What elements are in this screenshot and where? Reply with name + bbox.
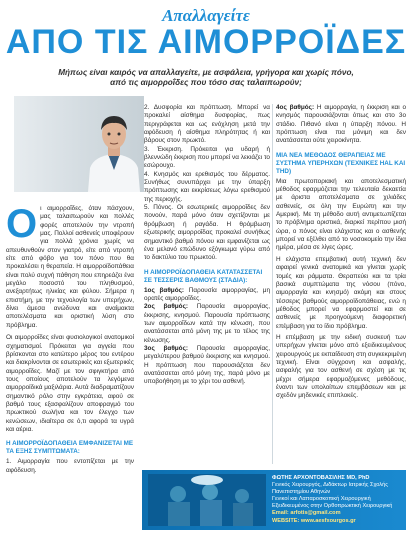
- article-column-2: [144, 104, 270, 387]
- paragraph-anatomy: Οι αιμορροΐδες είναι φυσιολογικοί ανατομικοί σχηματισμοί. Πρόκειται για αγγεία που βρίσκονται στο κατώτερο μέρος του εντέρου και διακρίνονται σε εσωτερικές και εξωτερικές αιμορροΐδες. Μαζί με τον σφιγκτήρα από τους οποίους αποτελούν τα λεγόμενα αιμορροϊδικά μαξιλάρια. Αυτά διαδραματίζουν σημαντικό ρόλο στην εγκράτεια, αφού σε βαθμό τους εξασφαλίζουν αποφραγμό του πρωκτικού σωλήνα και τον έλεγχο των κενώσεων, ιδιαίτερα σε ό,τι αφορά τα υγρά και αέρια.: [6, 334, 134, 433]
- author-details: [272, 475, 392, 525]
- author-title-3: Γενικοί και Λαπαροσκοπική Χειρουργική: [272, 496, 371, 503]
- author-title-1: Γενικός Χειρουργός, Διδάκτωρ Ιατρικής Σχολής: [272, 482, 388, 489]
- section-heading-new-method: ΜΙΑ ΝΕΑ ΜΕΘΟΔΟΣ ΘΕΡΑΠΕΙΑΣ ΜΕ ΣΥΣΤΗΜΑ ΥΠΕΡΗΧΩΝ (ΤΕΧΝΙΚΕΣ HAL ΚΑΙ THD): [276, 151, 406, 175]
- author-info-box: [142, 470, 406, 530]
- degree-1-label: 1ος βαθμός:: [144, 286, 185, 294]
- degree-2-label: 2ος βαθμός:: [144, 303, 189, 311]
- degree-4-text: Η αιμορραγία, η έκκριση και ο κνησμός παρουσιάζονται όπως και στο 3ο στάδιο. Πιθανό είναι η ύπαρξη πόνου. Η πρόπτωση είναι πια μόνιμη και δεν ανατάσσεται ούτε χειροκίνητα.: [276, 104, 407, 145]
- degree-2: [144, 303, 270, 345]
- method-paragraph-3: Η επέμβαση με την ειδική συσκευή των υπερήχων γίνεται μόνο από εξειδικευμένους χειρουργούς με εκπαίδευση στη συγκεκριμένη τεχνική. Είναι σύγχρονη και ασφαλής, ασφαλής για τον ασθενή σε σχέση με τις μέχρι σήμερα εφαρμοζόμενες μεθόδους, έναντι των υπολοίπων επεμβάσεων και με σχεδόν μηδενικές επιπλοκές.: [276, 333, 407, 400]
- article-pretitle: Απαλλαγείτε: [162, 6, 250, 25]
- symptom-item-2: 2. Δυσφορία και πρόπτωση. Μπορεί να προκαλεί αίσθημα δυσφορίας, πως περιγράφεται και ως ενόχληση μετά την αφόδευση ή αίσθημα πληρότητας ή και βάρους στον πρωκτό.: [144, 104, 270, 145]
- author-name: ΦΩΤΗΣ ΑΡΧΟΝΤΟΒΑΣΙΛΗΣ MD, PhD: [272, 475, 370, 481]
- symptom-item-5: 5. Πόνος. Οι εσωτερικές αιμορροΐδες δεν πονούν, παρά μόνο όταν σχετίζονται με θρόμβωση ή ραγάδα. Η θρόμβωση εξωτερικής αιμορροΐδας προκαλεί συνήθως σημαντικό βαθμό πόνου και εμφανίζεται ως ένα μελανό επώδυνο εξόγκωμα γύρω από το δακτύλιο του πρωκτού.: [144, 204, 270, 262]
- doctor-photo: [14, 96, 144, 192]
- degree-3-label: 3ος βαθμός:: [144, 344, 189, 352]
- degree-1: [144, 287, 270, 304]
- degree-3-text: Παρουσία αιμορραγίας, μεγαλύτερου βαθμού έκκρισης και κνησμού. Η πρόπτωση που παρουσιάζεται δεν ανατάσσεται από μόνη της, παρά μόνο με υποβοήθηση με το χέρι του ασθενή.: [144, 344, 271, 386]
- method-paragraph-2: Η ελάχιστα επεμβατική αυτή τεχνική δεν αφαιρεί γενικά ανατομικά και γίνεται χωρίς τομές και ράμματα. Θεραπεύει και τα τρία βασικά συμπτώματα της νόσου (πόνο, αιμορραγία και κνησμό) ακόμη και στους τέσσερις βαθμούς αιμορροϊδοπάθειας, ενώ η μέθοδος μπορεί να εφαρμοστεί και σε ασθενείς με προηγούμενη διαφορετική επέμβαση για το ίδιο πρόβλημα.: [276, 255, 406, 330]
- symptom-item-1: 1. Αιμορραγία που εντοπίζεται με την αφόδευση.: [6, 458, 134, 474]
- degree-4-label: 4ος βαθμός:: [276, 104, 315, 111]
- symptom-item-3: 3. Έκκριση. Πρόκειται για υδαρή ή βλεννώδη έκκριση που μπορεί να λεκιάζει το εσώρουχο.: [144, 145, 270, 170]
- section-heading-degrees: Η ΑΙΜΟΡΡΟΪΔΟΠΑΘΕΙΑ ΚΑΤΑΤΑΣΣΕΤΑΙ ΣΕ ΤΕΣΣΕΡΙΣ ΒΑΘΜΟΥΣ (ΣΤΑΔΙΑ):: [144, 268, 263, 284]
- symptom-item-4: 4. Κνησμός και ερεθισμός του δέρματος. Συνήθως συνυπάρχει με την ύπαρξη πρόπτωσης και εκκρίσεως λόγω ερεθισμού της περιοχής.: [144, 170, 270, 203]
- method-paragraph-1: Μια πρωτοποριακή και αποτελεσματική μέθοδος εφαρμόζεται την τελευταία δεκαετία με άριστα αποτελέσματα σε χιλιάδες ασθενείς, σε όλη την Ευρώπη και την Αμερική. Με τη μέθοδο αυτή αντιμετωπίζεται το πρόβλημα οριστικά, διαρκεί περίπου μισή ώρα, ο πόνος είναι ελάχιστος και ο ασθενής μπορεί να εξέλθει από το νοσοκομείο την ίδια ημέρα, μέσα σε λίγες ώρες.: [276, 177, 406, 252]
- intro-paragraph: ι αιμορροΐδες, όταν πάσχουν, μας ταλαιπωρούν και πολλές φορές αποτελούν την ντροπή μας. Πολλοί ασθενείς υποφέρουν για πολλά χρόνια χωρίς να απευθυνθούν στον γιατρό, είτε από ντροπή είτε από φόβο για τον πόνο που θα προκαλέσει η θεραπεία. Η αιμορροϊδοπάθεια είναι πολύ συχνή πάθηση που επηρεάζει ένα μεγάλο ποσοστό του πληθυσμού, ανεξαρτήτως ηλικίας και φύλου. Σήμερα η επιστήμη, με την τεχνολογία των υπερήχων, δίνει άμεσα ανώδυνα και αναίμακτα αποτελέσματα και οριστική λύση στο πρόβλημα.: [6, 205, 134, 329]
- surgery-team-image: [148, 474, 266, 526]
- degree-4: [276, 104, 406, 146]
- article-subtitle: [30, 68, 382, 88]
- article-column-1: [6, 202, 134, 475]
- column-divider: [272, 104, 273, 464]
- author-title-2: Πανεπιστημίου Αθηνών: [272, 489, 331, 496]
- surgery-photo: [148, 474, 266, 526]
- section-heading-symptoms: Η ΑΙΜΟΡΡΟΪΔΟΠΑΘΕΙΑ ΕΜΦΑΝΙΖΕΤΑΙ ΜΕ ΤΑ ΕΞΗΣ ΣΥΜΠΤΩΜΑΤΑ:: [6, 440, 134, 456]
- article-column-3: [276, 104, 406, 401]
- degree-2-text: Παρουσία αιμορραγίας, έκκρισης, κνησμού. Παρουσία πρόπτωσης των αιμορροΐδων κατά την κένωση, που ανατάσσεται από μόνη της με το τέλος της κένωσης.: [144, 303, 271, 344]
- drop-cap: Ο: [6, 202, 38, 246]
- author-email-link[interactable]: Email: arfotis@gmail.com: [272, 510, 341, 517]
- degree-1-text: Παρουσία αιμορραγίας, μη ορατές αιμορροΐδες.: [144, 286, 271, 302]
- doctor-portrait-image: [84, 108, 144, 192]
- author-title-4: Εξειδικευμένος στην Ορθοπρωκτική Χειρουργική: [272, 503, 393, 510]
- subtitle-line-2: από τις αιμορροΐδες που τόσο σας ταλαιπωρούν;: [110, 78, 302, 87]
- degree-3: [144, 345, 270, 387]
- article-title: ΑΠΟ ΤΙΣ ΑΙΜΟΡΡΟΪΔΕΣ: [5, 23, 407, 61]
- subtitle-line-1: Μήπως είναι καιρός να απαλλαγείτε, με ασφάλεια, γρήγορα και χωρίς πόνο,: [58, 68, 354, 77]
- author-website-link[interactable]: WEBSITE: www.aesfxourgos.gr: [272, 517, 356, 524]
